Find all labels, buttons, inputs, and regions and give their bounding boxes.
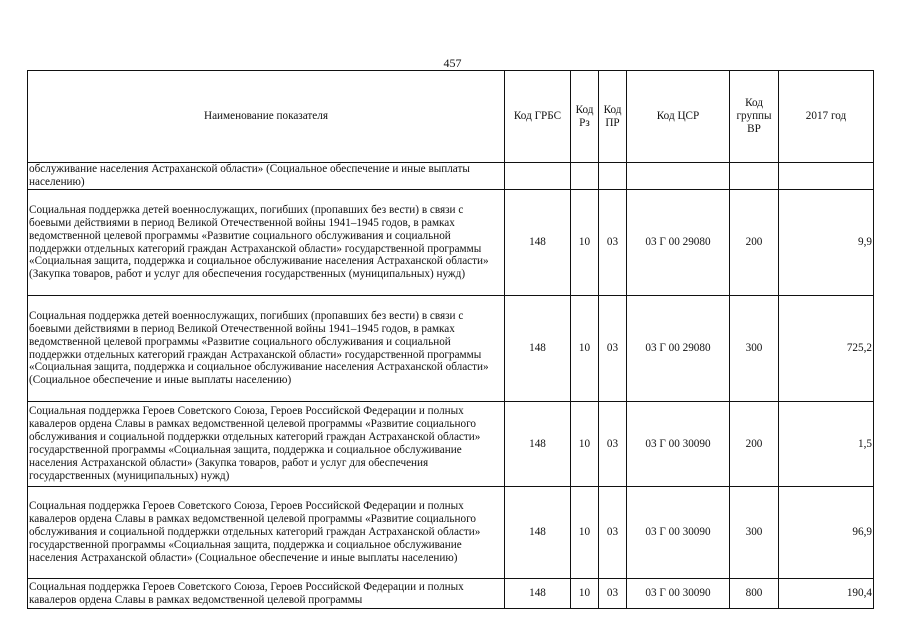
row-value: 190,4 xyxy=(779,579,874,609)
row-grbs: 148 xyxy=(505,487,571,579)
row-csr: 03 Г 00 30090 xyxy=(627,402,730,487)
row-indicator-name: Социальная поддержка Героев Советского Союза, Героев Российской Федерации и полных кавалеров ордена Славы в рамках ведомственной целевой программы «Развитие социального обслуживания и социальной поддержки отдельных категорий граждан Астраханской области» государственной программы «Социальная защита, поддержка и социальное обслуживание населения Астраханской области» (Социальное обеспечение и иные выплаты населению) xyxy=(28,487,505,579)
row-vr: 300 xyxy=(730,296,779,402)
row-csr: 03 Г 00 30090 xyxy=(627,579,730,609)
row-grbs: 148 xyxy=(505,296,571,402)
row-value: 9,9 xyxy=(779,190,874,296)
row-rz: 10 xyxy=(571,296,599,402)
row-value: 1,5 xyxy=(779,402,874,487)
table-header-row xyxy=(28,71,874,163)
row-rz xyxy=(571,163,599,190)
row-csr: 03 Г 00 30090 xyxy=(627,487,730,579)
header-indicator-name: Наименование показателя xyxy=(28,71,505,163)
page-number: 457 xyxy=(443,56,462,70)
row-pr: 03 xyxy=(599,190,627,296)
row-rz: 10 xyxy=(571,402,599,487)
row-indicator-name: Социальная поддержка детей военнослужащих, погибших (пропавших без вести) в связи с боевыми действиями в период Великой Отечественной войны 1941–1945 годов, в рамках ведомственной целевой программы «Развитие социального обслуживания и социальной поддержки отдельных категорий граждан Астраханской области» государственной программы «Социальная защита, поддержка и социальное обслуживание населения Астраханской области» (Социальное обеспечение и иные выплаты населению) xyxy=(28,296,505,402)
row-grbs xyxy=(505,163,571,190)
table-row xyxy=(28,402,874,487)
row-rz: 10 xyxy=(571,487,599,579)
header-vr-code: Код группы ВР xyxy=(730,71,779,163)
row-vr: 200 xyxy=(730,190,779,296)
row-indicator-name: Социальная поддержка Героев Советского Союза, Героев Российской Федерации и полных кавалеров ордена Славы в рамках ведомственной целевой программы «Развитие социального обслуживания и социальной поддержки отдельных категорий граждан Астраханской области» государственной программы «Социальная защита, поддержка и социальное обслуживание населения Астраханской области» (Закупка товаров, работ и услуг для обеспечения государственных (муниципальных) нужд) xyxy=(28,402,505,487)
row-value: 96,9 xyxy=(779,487,874,579)
table-row xyxy=(28,190,874,296)
row-rz: 10 xyxy=(571,579,599,609)
row-indicator-name: Социальная поддержка детей военнослужащих, погибших (пропавших без вести) в связи с боевыми действиями в период Великой Отечественной войны 1941–1945 годов, в рамках ведомственной целевой программы «Развитие социального обслуживания и социальной поддержки отдельных категорий граждан Астраханской области» государственной программы «Социальная защита, поддержка и социальное обслуживание населения Астраханской области» (Закупка товаров, работ и услуг для обеспечения государственных (муниципальных) нужд) xyxy=(28,190,505,296)
row-vr: 200 xyxy=(730,402,779,487)
header-pr-code: Код ПР xyxy=(599,71,627,163)
row-pr: 03 xyxy=(599,579,627,609)
row-vr: 300 xyxy=(730,487,779,579)
row-pr: 03 xyxy=(599,296,627,402)
row-vr xyxy=(730,163,779,190)
table-row xyxy=(28,579,874,609)
row-value xyxy=(779,163,874,190)
header-year-2017: 2017 год xyxy=(779,71,874,163)
row-grbs: 148 xyxy=(505,402,571,487)
table-row xyxy=(28,487,874,579)
row-grbs: 148 xyxy=(505,579,571,609)
row-csr xyxy=(627,163,730,190)
row-indicator-name: обслуживание населения Астраханской области» (Социальное обеспечение и иные выплаты населению) xyxy=(28,163,505,190)
row-grbs: 148 xyxy=(505,190,571,296)
row-vr: 800 xyxy=(730,579,779,609)
header-grbs-code: Код ГРБС xyxy=(505,71,571,163)
row-indicator-name: Социальная поддержка Героев Советского Союза, Героев Российской Федерации и полных кавалеров ордена Славы в рамках ведомственной целевой программы xyxy=(28,579,505,609)
header-csr-code: Код ЦСР xyxy=(627,71,730,163)
row-pr: 03 xyxy=(599,487,627,579)
row-csr: 03 Г 00 29080 xyxy=(627,190,730,296)
row-rz: 10 xyxy=(571,190,599,296)
row-csr: 03 Г 00 29080 xyxy=(627,296,730,402)
row-value: 725,2 xyxy=(779,296,874,402)
table-row xyxy=(28,163,874,190)
budget-table xyxy=(27,70,874,609)
header-rz-code: Код Рз xyxy=(571,71,599,163)
row-pr: 03 xyxy=(599,402,627,487)
table-row xyxy=(28,296,874,402)
row-pr xyxy=(599,163,627,190)
